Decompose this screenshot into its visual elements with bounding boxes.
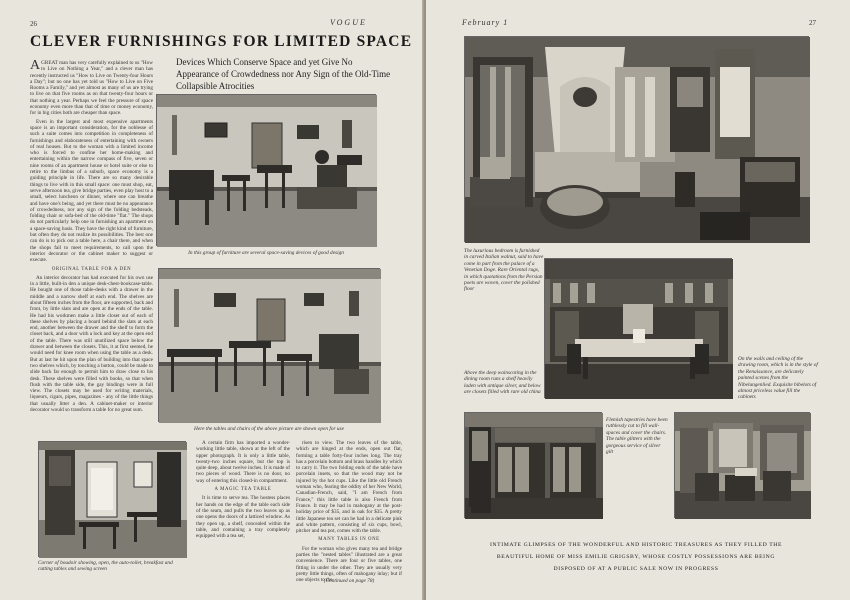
right-page — [426, 0, 850, 600]
photo-bedroom-image — [465, 37, 810, 243]
col1-para-1: AGREAT man has very carefully explained to us "How to Live on Nothing a Year," and a clever man has recently instructed us "How to Live on Twenty-four Hours a Day"; but no one has yet told us "How to Live on Five Rooms a Family," and yet almost as many of us are trying to live on that five rooms as on that twenty-four hours or that nothing a year. Perhaps we feel the pressure of space economy even more than that of time or money economy, for in big cities both are cheaper than space. — [30, 58, 153, 117]
left-page — [0, 0, 424, 600]
photo-tables-open — [158, 268, 380, 422]
continued-note: (Continued on page 78) — [323, 578, 375, 584]
caption-bedroom: The luxurious bedroom is furnished in carved Italian walnut, said to have come in part from the palace of a Venetian Doge. Rare Oriental rugs, in which quotations from the Persian poets are woven, cover the polished floor — [464, 248, 544, 293]
photo-boudoir-corner-image — [39, 442, 187, 558]
photo-dining-room-image — [545, 259, 733, 399]
caption-chairs: Flemish tapestries have been ruthlessly cut to fill wall-spaces and cover the chairs. The table glitters with the gorgeous service of silver gilt — [606, 417, 668, 456]
photo-tables-open-image — [159, 269, 381, 423]
col3-para-2: For the woman who gives many tea and bridge parties the "nested tables" illustrated are a great convenience. There are four or five tables, one fitting in under the other. They are usually very pretty little things, often of mahogany inlay; but if one objects to the — [296, 545, 402, 584]
photo1-caption: In this group of furniture are several space-saving devices of good design — [188, 250, 344, 256]
photo-furniture-group — [156, 94, 376, 246]
running-head-vogue: VOGUE — [330, 18, 367, 27]
photo2-caption: Here the tables and chairs of the above picture are shown open for use — [194, 426, 344, 432]
photo-bedroom — [464, 36, 809, 242]
left-folio: 26 — [30, 20, 37, 28]
photo-tapestry-chairs-image — [675, 413, 811, 519]
closing-banner: INTIMATE GLIMPSES OF THE WONDERFUL AND HISTORIC TREASURES AS THEY FILLED THE BEAUTIFUL HOME OF MISS EMILIE GRIGSBY, WHOSE COSTLY POSSESSIONS ARE BEING DISPOSED OF AT A PUBLIC SALE NOW IN PROGRESS — [489, 542, 783, 572]
caption-dining: Above the deep wainscoting in the dining room runs a shelf heavily laden with antique silver, and below are closets filled with rare old china — [464, 370, 541, 396]
photo-tapestry-chairs — [674, 412, 810, 518]
photo-dining-room — [544, 258, 732, 398]
col1-para-3: An interior decorator has had executed for his own use in a little, built-in den a unique desk-chest-bookcase-table. He bought one of those table-desks with a drawer in the middle and a narrow shelf at each end. The shelves are about fifteen inches from the floor, are supported, back and front, by little slats and are open at the ends of the table. He had his workmen make a little closet out of each of these shelves by placing a board behind the slats at each end, another between the drawer and the shelf to form the closet back, and a door with a lock and key at the open end of the table. There was still unutilized space below the drawer and between the closets. This, it at first seemed, he would need for knee room when using the table as a desk. But at last he hit upon the plan of building into that space two shelves which, by touching a button, could be made to slide back far enough to permit him to draw close to his desk. These shelves were filled with books, so that when flush with the table side, the gay bindings were in full view. The closets may be used for writing materials, liqueurs, cigars, pipes, magazines - any of the little things that usually litter a den. A cabinet-maker or interior decorator would so transform a table for no great sum. — [30, 274, 153, 414]
col3-para-1: risen to view. The two leaves of the table, which are hinged at the ends, open out flat, forming a table forty-four inches long. The tray has a porcelain bottom and brass handles by which to carry it. The two folding ends of the table have porcelain insets, so that the wood may not be injured by the hot cups. Like the little old French woman who, fearing the oddity of her New World, Canadian-French, said, "I am French from France," this little table is also French from France. It may be had in mahogany at the post-holiday price of $35, and in oak for $35. A pretty little Japanese tea set can be had in a delicate pink and white pattern, consisting of six cups, bowl, pitcher and tea pot, comes with the table. — [296, 440, 402, 535]
column-2 — [196, 440, 290, 580]
photo-drawing-room-image — [465, 413, 603, 519]
col2-para-2: It is time to serve tea. The hostess places her hands on the edge of the table each side of the seam, and pulls the two leaves up as one opens the doors of a latticed window. As they open up, a shelf, concealed within the table, and containing a tray completely equipped with a tea set, — [196, 495, 290, 540]
right-folio: 27 — [809, 19, 816, 27]
photo3-caption: Corner of boudoir showing, open, the auto-toilet, breakfast and cutting tables and sewing screen — [38, 560, 173, 573]
photo-furniture-group-image — [157, 95, 377, 247]
photo-boudoir-corner — [38, 441, 186, 557]
col1-para-2: Even in the largest and most expensive apartments space is an important consideration, for the noblesse of such a suite comes into competition in completeness of furnishings and elaborateness of entertaining with owners of real houses. But to the woman with a limited income who is forced to confine her home-making and entertaining within the narrow compass of five, seven or nine rooms of an apartment house or hotel suite or else to retire to the limbus of a suburb, space economy is a guiding principle in life. There are so many desirable things to live with in this small space: one must shop, eat, serve afternoon tea, give bridge parties, even play host to a small, select luncheon or dinner, where one can breathe and have one's being, and yet there must be no appearance of crowdedness, nor any sign of the folding bedsteads, folding chair or sofa-bed of the old-time "flat." The shops do not particularly help one in furnishing an apartment on a space-saving basis. They have the right kind of furniture, but often they do not realize its possibilities. The best one can do is to pick out a table here, a chair there, and when the shops fail to meet requirements, to call upon the interior decorator or the cabinet maker to suggest or execute. — [30, 118, 153, 264]
right-running-head: February 1 — [462, 18, 509, 27]
col2-para-1: A certain firm has imported a wonder-working little table, shown at the left of the upper photograph. It is only a little table, twenty-two inches square, but the top is quite deep, about twelve inches. It is made of two pieces of wood. There is no door, no way of entering this closed-in compartment. — [196, 440, 290, 484]
article-subtitle: Devices Which Conserve Space and yet Give No Appearance of Crowdedness nor Any Sign of the Old-Time Collapsible Atrocities — [176, 57, 391, 91]
photo-drawing-room — [464, 412, 602, 518]
col1-heading: ORIGINAL TABLE FOR A DEN — [51, 266, 132, 272]
col2-heading: A MAGIC TEA TABLE — [214, 487, 272, 493]
col3-heading: MANY TABLES IN ONE — [318, 537, 380, 543]
caption-drawing: On the walls and ceiling of the drawing room, which is in the style of the Renaissance, are delicately painted scenes from the Nibelungenlied. Exquisite bibelots of almost priceless value fill the cabinets — [738, 356, 818, 401]
article-title: CLEVER FURNISHINGS FOR LIMITED SPACE — [30, 33, 413, 50]
